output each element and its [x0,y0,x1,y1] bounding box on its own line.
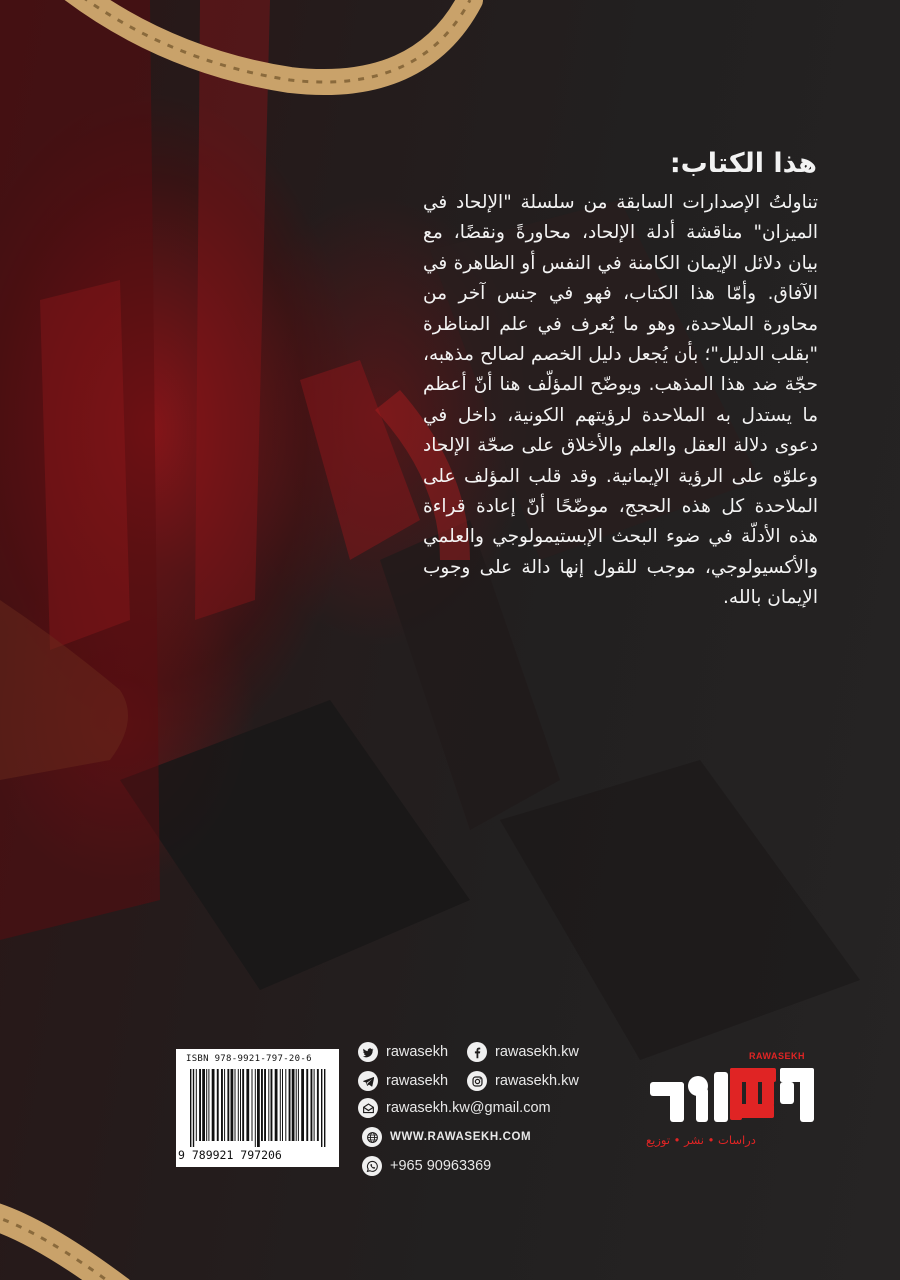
whatsapp-number: +965 90963369 [390,1158,492,1174]
barcode-bar [208,1069,209,1141]
barcode-bar [289,1069,291,1141]
email-contact[interactable] [358,1098,551,1118]
barcode-bar [242,1069,244,1141]
whatsapp-icon [362,1156,382,1176]
barcode-bar [261,1069,263,1141]
barcode-bar [246,1069,249,1141]
publisher-tagline: دراسات • نشر • توزيع [646,1133,756,1147]
barcode-bar [285,1069,286,1141]
barcode-bar [298,1069,299,1141]
barcode-bar [240,1069,241,1141]
barcode-bar [280,1069,281,1141]
facebook-handle: rawasekh.kw [495,1044,579,1060]
barcode-bar [224,1069,225,1141]
barcode-bar [217,1069,219,1141]
barcode-bar [235,1069,236,1141]
barcode-bar [255,1069,256,1147]
email-address: rawasekh.kw@gmail.com [386,1100,551,1116]
barcode-bar [193,1069,194,1147]
barcode-bar [317,1069,319,1141]
barcode-bar [264,1069,266,1141]
barcode-bar [301,1069,304,1141]
barcode-bar [202,1069,205,1141]
publisher-latin-name: RAWASEKH [748,1051,805,1061]
barcode-bar [206,1069,207,1141]
barcode-bar [238,1069,239,1141]
barcode-number: 9 789921 797206 [178,1148,282,1162]
publisher-logo [638,1040,818,1155]
barcode-bar [282,1069,283,1141]
barcode-bar [221,1069,223,1141]
telegram-handle: rawasekh [386,1073,449,1089]
barcode-bar [296,1069,297,1141]
globe-icon [362,1127,382,1147]
barcode-bars [190,1069,326,1147]
barcode-bar [314,1069,315,1141]
instagram-contact[interactable] [467,1071,579,1091]
blurb-text: تناولتُ الإصدارات السابقة من سلسلة "الإلحاد في الميزان" مناقشة أدلة الإلحاد، محاورةً ونقضًا، مع بيان دلائل الإيمان الكامنة في النفس أو الظاهرة في الآفاق. وأمّا هذا الكتاب، فهو في جنس آخر من محاورة الملاحدة، وهو ما يُعرف في علم المناظرة "بقلب الدليل"؛ بأن يُجعل دليل الخصم لصالح مذهبه، حجّة ضد هذا المذهب. ويوضّح المؤلّف هنا أنّ أعظم ما يستدل به الملاحدة لرؤيتهم الكونية، داخل في دعوى دلالة العقل والعلم والأخلاق على صحّة الإلحاد وعلوّه على الرؤية الإيمانية. وقد قلب المؤلف على الملاحدة كل هذه الحجج، موضّحًا أنّ إعادة قراءة هذه الأدلّة في ضوء البحث الإبستيمولوجي والعلمي والأكسيولوجي، موجب للقول إنها دالة على وجوب الإيمان بالله. [423,192,818,609]
telegram-icon [358,1071,378,1091]
barcode-bar [212,1069,215,1141]
facebook-icon [467,1042,487,1062]
isbn-barcode [176,1049,339,1167]
barcode-bar [275,1069,278,1141]
barcode-bar [252,1069,253,1141]
whatsapp-contact[interactable] [362,1156,491,1176]
barcode-bar [306,1069,308,1141]
barcode-bar [292,1069,295,1141]
barcode-bar [257,1069,260,1147]
website-contact[interactable] [362,1127,531,1147]
twitter-handle: rawasekh [386,1044,449,1060]
facebook-contact[interactable] [467,1042,579,1062]
barcode-bar [190,1069,191,1147]
email-icon [358,1098,378,1118]
barcode-bar [321,1069,322,1147]
twitter-icon [358,1042,378,1062]
barcode-bar [271,1069,273,1141]
barcode-bar [268,1069,269,1141]
twitter-contact[interactable] [358,1042,448,1062]
telegram-contact[interactable] [358,1071,448,1091]
instagram-icon [467,1071,487,1091]
instagram-handle: rawasekh.kw [495,1073,579,1089]
barcode-bar [231,1069,234,1141]
barcode-bar [199,1069,201,1141]
barcode-bar [227,1069,229,1141]
barcode-bar [196,1069,197,1141]
blurb-heading: هذا الكتاب: [669,148,817,179]
barcode-bar [311,1069,313,1141]
website-url: WWW.RAWASEKH.COM [390,1131,532,1143]
isbn-label: ISBN 978-9921-797-20-6 [186,1054,312,1064]
barcode-bar [324,1069,325,1147]
